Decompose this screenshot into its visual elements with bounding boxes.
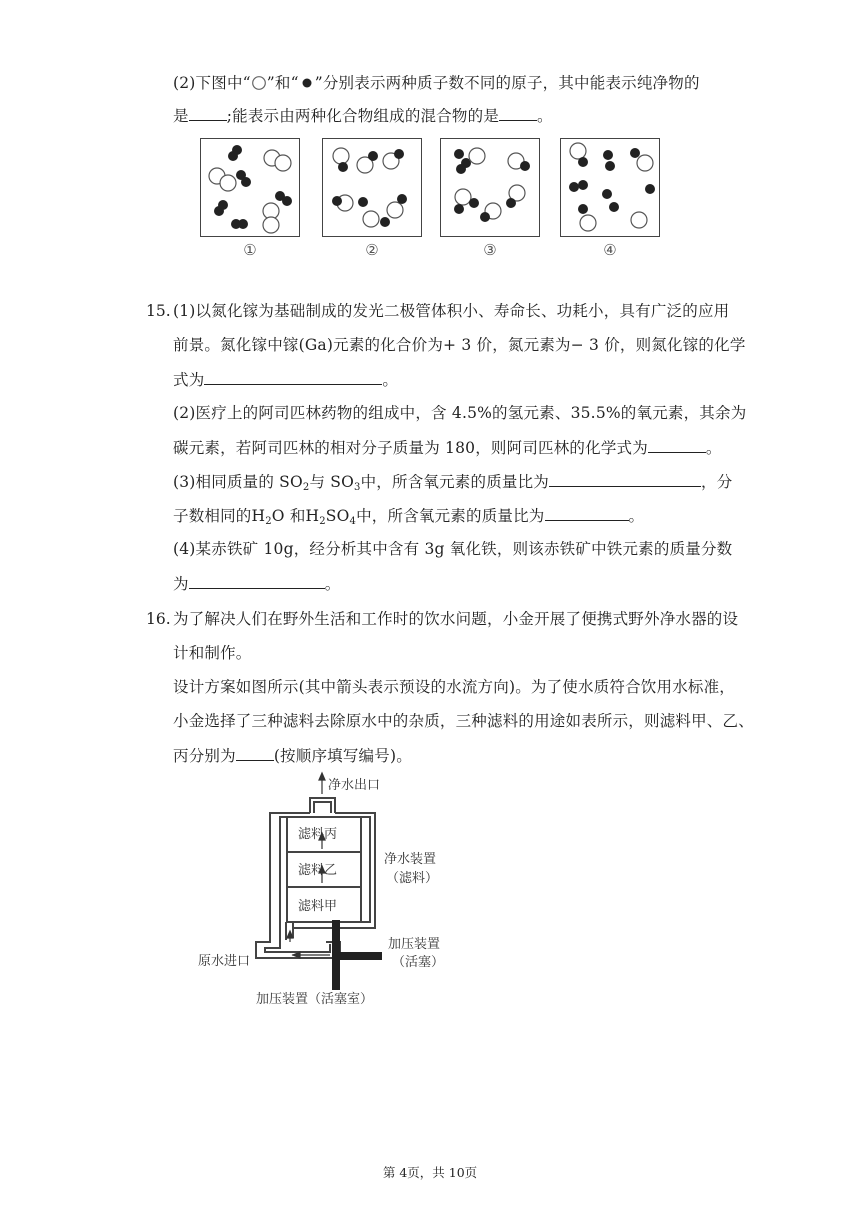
label-device: 净水装置 bbox=[384, 852, 437, 867]
q15-p2-line2: 碳元素，若阿司匹林的相对分子质量为 180，则阿司匹林的化学式为 。 bbox=[173, 436, 722, 459]
q15-p1-line2: 前景。氮化镓中镓(Ga)元素的化合价为+ 3 价，氮元素为− 3 价，则氮化镓的化学 bbox=[173, 336, 746, 354]
label-filter-a: 滤料甲 bbox=[298, 899, 338, 914]
particle-box-4 bbox=[560, 138, 660, 237]
caption-4: ④ bbox=[603, 241, 617, 259]
q16-line1: 为了解决人们在野外生活和工作时的饮水问题，小金开展了便携式野外净水器的设 bbox=[173, 610, 739, 628]
answer-blank[interactable] bbox=[204, 368, 382, 385]
q16-line2: 计和制作。 bbox=[173, 644, 252, 662]
particle-box-1 bbox=[200, 138, 300, 237]
caption-1: ① bbox=[243, 241, 257, 259]
q15-p2-line1: (2)医疗上的阿司匹林药物的组成中，含 4.5%的氢元素、35.5%的氧元素，其余为 bbox=[173, 404, 747, 422]
caption-3: ③ bbox=[483, 241, 497, 259]
label-inlet: 原水进口 bbox=[198, 954, 251, 969]
label-device-sub: （滤料） bbox=[386, 871, 439, 886]
label-filter-b: 滤料乙 bbox=[298, 863, 338, 878]
answer-blank[interactable] bbox=[549, 470, 701, 487]
filled-circle-atom-icon bbox=[299, 75, 315, 91]
water-purifier-diagram bbox=[190, 770, 470, 1015]
q16-line3: 设计方案如图所示(其中箭头表示预设的水流方向)。为了使水质符合饮用水标准， bbox=[173, 678, 735, 696]
label-chamber: 加压装置（活塞室） bbox=[256, 992, 374, 1007]
answer-blank[interactable] bbox=[545, 504, 629, 521]
answer-blank[interactable] bbox=[189, 104, 227, 121]
q16-line5: 丙分别为 (按顺序填写编号)。 bbox=[173, 744, 412, 767]
answer-blank[interactable] bbox=[499, 104, 537, 121]
q16-line4: 小金选择了三种滤料去除原水中的杂质，三种滤料的用途如表所示，则滤料甲、乙、 bbox=[173, 712, 754, 730]
q14-line1: (2)下图中“ ”和“ ”分别表示两种质子数不同的原子，其中能表示纯净物的 bbox=[173, 74, 700, 92]
q14-line2: 是 ;能表示由两种化合物组成的混合物的是 。 bbox=[173, 104, 553, 127]
page-footer: 第 4页，共 10页 bbox=[382, 1165, 478, 1180]
q15-p3-line1: (3)相同质量的 $SO_2$与 $SO_3$中，所含氧元素的质量比为 ，分 bbox=[173, 470, 732, 493]
label-outlet: 净水出口 bbox=[328, 778, 381, 793]
particle-box-2 bbox=[322, 138, 422, 237]
particle-box-3 bbox=[440, 138, 540, 237]
hollow-circle-atom-icon bbox=[251, 75, 267, 91]
answer-blank[interactable] bbox=[648, 436, 706, 453]
label-press-sub: （活塞） bbox=[392, 955, 445, 970]
question-number-16: 16. bbox=[146, 610, 171, 628]
q15-p4-line2: 为 。 bbox=[173, 572, 340, 595]
answer-blank[interactable] bbox=[236, 744, 274, 761]
q15-p1-line3: 式为 。 bbox=[173, 368, 398, 391]
question-number-15: 15. bbox=[146, 302, 171, 320]
answer-blank[interactable] bbox=[189, 572, 325, 589]
caption-2: ② bbox=[365, 241, 379, 259]
label-press: 加压装置 bbox=[388, 937, 441, 952]
q15-p3-line2: 子数相同的$H_2O$ 和$H_2SO_4$中，所含氧元素的质量比为 。 bbox=[173, 504, 644, 527]
q15-p1-line1: (1)以氮化镓为基础制成的发光二极管体积小、寿命长、功耗小，具有广泛的应用 bbox=[173, 302, 730, 320]
q15-p4-line1: (4)某赤铁矿 10g，经分析其中含有 3g 氧化铁，则该赤铁矿中铁元素的质量分数 bbox=[173, 540, 733, 558]
label-filter-c: 滤料丙 bbox=[298, 827, 338, 842]
